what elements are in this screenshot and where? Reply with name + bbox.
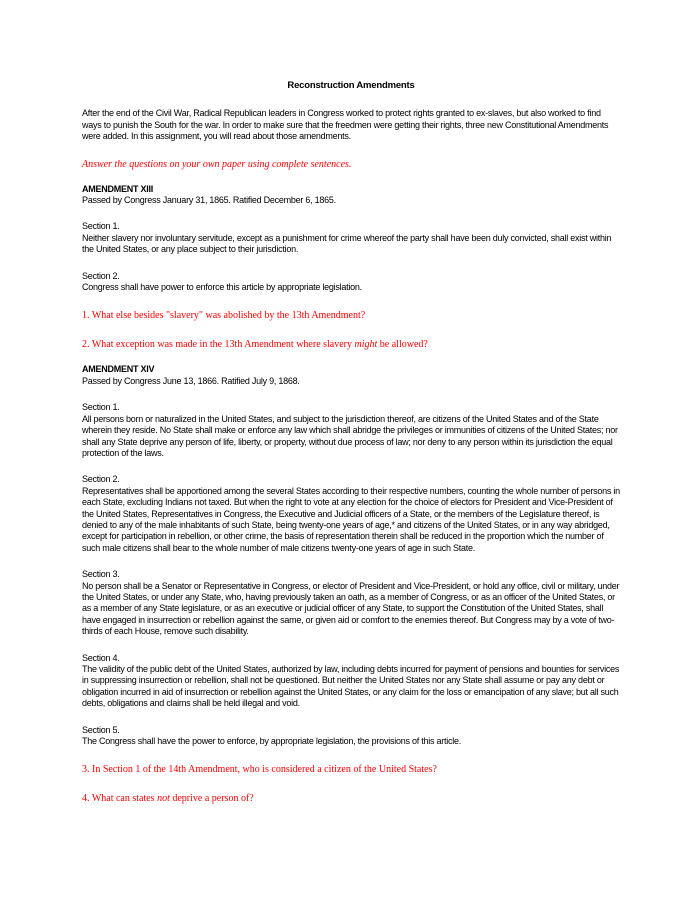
question-1: [82, 310, 620, 322]
amendment-14-section-4: [82, 653, 620, 710]
section-text: No person shall be a Senator or Representative in Congress, or elector of President and Vice-President, or hold any office, civil or military, under the United States, or under any State, who, having previously taken an oath, as a member of Congress, or as an officer of the United States, or as a member of any State legislature, or as an executive or judicial officer of any State, to support the Constitution of the United States, shall have engaged in insurrection or rebellion against the same, or given aid or comfort to the enemies thereof. But Congress may by a vote of two-thirds of each House, remove such disability.: [82, 580, 620, 637]
intro-paragraph: After the end of the Civil War, Radical Republican leaders in Congress worked to protect rights granted to ex-slaves, but also worked to find ways to punish the South for the war. In order to make sure that the freedmen were getting their rights, three new Constitutional Amendments were added. In this assignment, you will read about those amendments.: [82, 108, 609, 142]
section-text: Neither slavery nor involuntary servitude, except as a punishment for crime whereof the party shall have been duly convicted, shall exist within the United States, or any place subject to their jurisdiction.: [82, 232, 612, 255]
answer-instruction: Answer the questions on your own paper using complete sentences.: [82, 158, 352, 170]
section-text: The validity of the public debt of the United States, authorized by law, including debts incurred for payment of pensions and bounties for services in suppressing insurrection or rebellion, shall not be questioned. But neither the United States nor any State shall assume or pay any debt or obligation incurred in aid of insurrection or rebellion against the United States, or any claim for the loss or emancipation of any slave; but all such debts, obligations and claims shall be held illegal and void.: [82, 664, 620, 709]
section-label: Section 1.: [82, 221, 120, 232]
amendment-14-section-5: [82, 725, 620, 748]
section-label: Section 3.: [82, 569, 120, 580]
question-text: 4. What can states: [82, 793, 158, 805]
question-text: 1. What else besides "slavery" was abolished by the 13th Amendment?: [82, 310, 366, 322]
question-text-end: be allowed?: [377, 339, 428, 351]
amendment-14-section-2: [82, 474, 620, 554]
section-label: Section 4.: [82, 652, 120, 663]
section-label: Section 1.: [82, 402, 120, 413]
section-label: Section 2.: [82, 474, 120, 485]
section-text: Representatives shall be apportioned among the several States according to their respective numbers, counting the whole number of persons in each State, excluding Indians not taxed. But when the right to vote at any election for the choice of electors for President and Vice-President of the United States, Representatives in Congress, the Executive and Judicial officers of a State, or the members of the Legislature thereof, is denied to any of the male inhabitants of such State, being twenty-one years of age,* and citizens of the United States, or in any way abridged, except for participation in rebellion, or other crime, the basis of representation therein shall be reduced in the proportion which the number of such male citizens shall bear to the whole number of male citizens twenty-one years of age in such State.: [82, 485, 620, 553]
question-italic-word: not: [157, 793, 170, 805]
amendment-13-heading: [82, 184, 620, 207]
amendment-13-passed-line: Passed by Congress January 31, 1865. Ratified December 6, 1865.: [82, 195, 336, 206]
section-text: Congress shall have power to enforce this article by appropriate legislation.: [82, 282, 362, 293]
amendment-14-passed-line: Passed by Congress June 13, 1866. Ratified July 9, 1868.: [82, 375, 300, 386]
question-4: [82, 793, 620, 805]
amendment-14-heading: [82, 364, 620, 387]
question-2: [82, 339, 620, 351]
document-title: Reconstruction Amendments: [287, 80, 415, 91]
question-text-end: deprive a person of?: [169, 793, 254, 805]
amendment-14-title: AMENDMENT XIV: [82, 364, 155, 375]
section-label: Section 2.: [82, 270, 120, 281]
section-text: The Congress shall have the power to enforce, by appropriate legislation, the provisions of this article.: [82, 736, 461, 747]
amendment-14-section-1: [82, 402, 620, 459]
question-text: 2. What exception was made in the 13th Amendment where slavery: [82, 339, 355, 351]
section-text: All persons born or naturalized in the United States, and subject to the jurisdiction thereof, are citizens of the United States and of the State wherein they reside. No State shall make or enforce any law which shall abridge the privileges or immunities of citizens of the United States; nor shall any State deprive any person of life, liberty, or property, without due process of law; nor deny to any person within its jurisdiction the equal protection of the laws.: [82, 413, 618, 458]
amendment-14-section-3: [82, 569, 620, 637]
amendment-13-section-2: [82, 271, 620, 294]
amendment-13-section-1: [82, 221, 620, 255]
section-label: Section 5.: [82, 724, 120, 735]
question-italic-word: might: [354, 339, 378, 351]
amendment-13-title: AMENDMENT XIII: [82, 183, 154, 194]
question-3: [82, 764, 620, 776]
question-text: 3. In Section 1 of the 14th Amendment, who is considered a citizen of the United States?: [82, 764, 437, 776]
